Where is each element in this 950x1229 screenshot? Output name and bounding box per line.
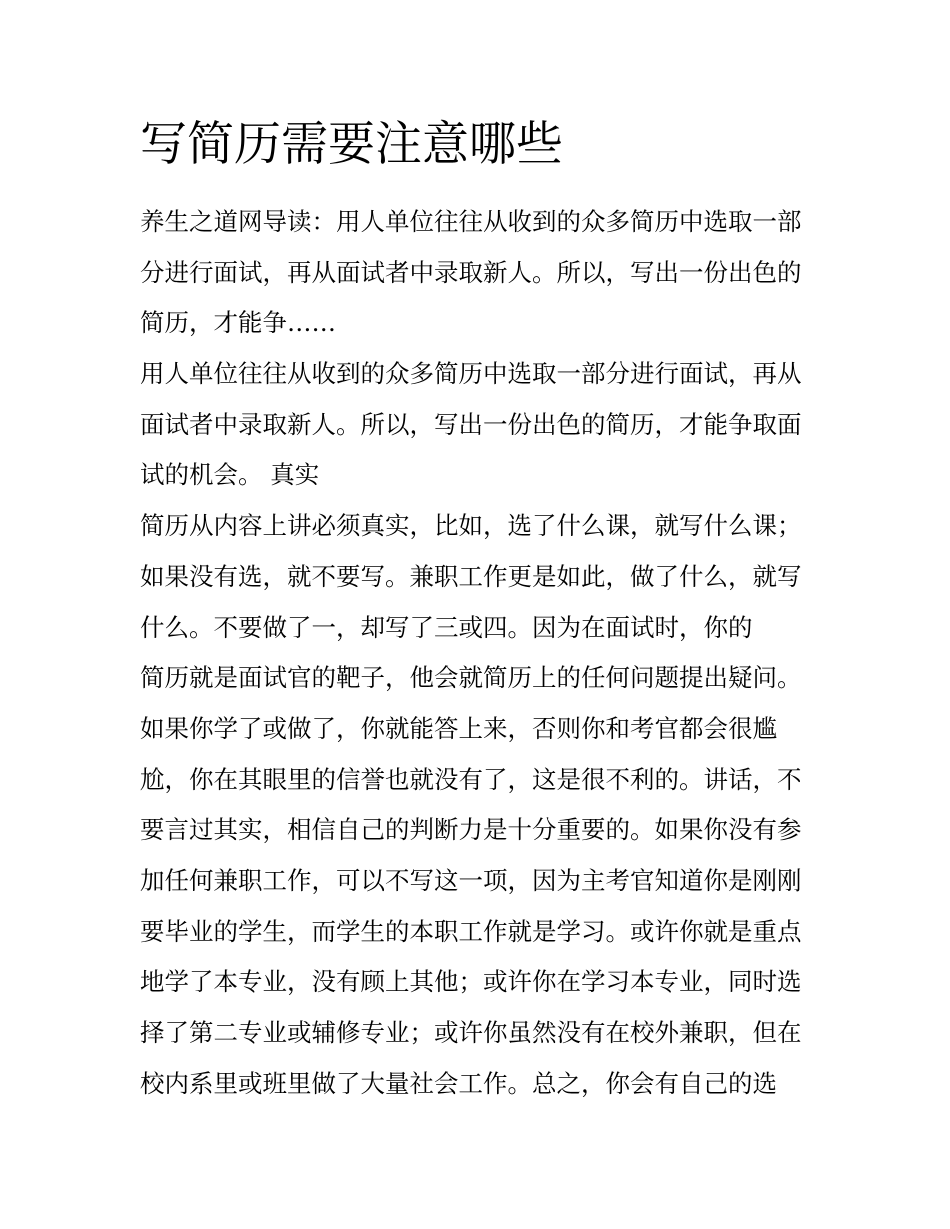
body-line: 要言过其实，相信自己的判断力是十分重要的。如果你没有参 bbox=[140, 815, 802, 845]
body-line: 什么。不要做了一，却写了三或四。因为在面试时，你的 bbox=[140, 612, 753, 642]
body-line: 简历，才能争…… bbox=[140, 308, 336, 338]
body-line: 如果你学了或做了，你就能答上来，否则你和考官都会很尴 bbox=[140, 713, 777, 743]
body-line: 如果没有选，就不要写。兼职工作更是如此，做了什么，就写 bbox=[140, 561, 802, 591]
body-line: 地学了本专业，没有顾上其他；或许你在学习本专业，同时选 bbox=[140, 967, 802, 997]
body-line: 加任何兼职工作，可以不写这一项，因为主考官知道你是刚刚 bbox=[140, 865, 802, 895]
body-line: 择了第二专业或辅修专业；或许你虽然没有在校外兼职，但在 bbox=[140, 1018, 802, 1047]
body-line: 用人单位往往从收到的众多简历中选取一部分进行面试，再从 bbox=[140, 359, 802, 389]
body-line: 简历从内容上讲必须真实，比如，选了什么课，就写什么课； bbox=[140, 511, 802, 541]
body-line: 面试者中录取新人。所以，写出一份出色的简历，才能争取面 bbox=[140, 409, 802, 439]
body-line: 校内系里或班里做了大量社会工作。总之，你会有自己的选 bbox=[140, 1068, 777, 1098]
body-line: 尬，你在其眼里的信誉也就没有了，这是很不利的。讲话，不 bbox=[140, 764, 802, 794]
body-line: 要毕业的学生，而学生的本职工作就是学习。或许你就是重点 bbox=[140, 916, 802, 946]
body-line: 试的机会。 真实 bbox=[140, 460, 320, 490]
document-body bbox=[140, 197, 820, 1109]
body-line: 养生之道网导读：用人单位往往从收到的众多简历中选取一部 bbox=[140, 207, 802, 236]
body-line: 分进行面试，再从面试者中录取新人。所以，写出一份出色的 bbox=[140, 257, 802, 287]
document-title: 写简历需要注意哪些 bbox=[140, 117, 563, 172]
body-line: 简历就是面试官的靶子，他会就简历上的任何问题提出疑问。 bbox=[140, 663, 802, 693]
